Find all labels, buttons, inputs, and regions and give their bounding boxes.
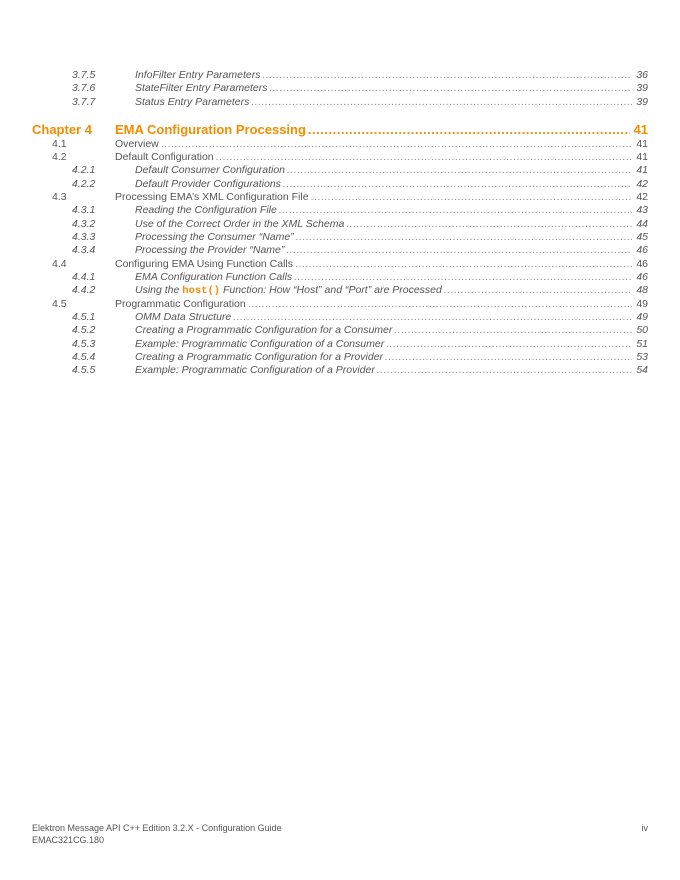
toc-entry-page: 41 (636, 164, 648, 176)
toc-entry-number: 4.3.1 (72, 204, 96, 216)
toc-entry-page: 46 (636, 258, 648, 270)
toc-entry-4-3-1[interactable] (0, 203, 680, 217)
toc-entry-number: 4.5.3 (72, 338, 96, 350)
toc-entry-4-5-4[interactable] (0, 350, 680, 364)
dot-leader (385, 350, 632, 364)
dot-leader (346, 217, 632, 231)
toc-entry-page: 49 (636, 298, 648, 310)
toc-entry-title: Creating a Programmatic Configuration for a Consumer (135, 324, 393, 336)
toc-entry-title: Overview (115, 138, 159, 150)
footer-page-number: iv (641, 823, 648, 833)
dot-leader (377, 363, 632, 377)
toc-entry-number: 4.5 (52, 298, 67, 310)
dot-leader (269, 81, 632, 95)
toc-entry-number: 4.3 (52, 191, 67, 203)
dot-leader (262, 68, 632, 82)
toc-entry-number: 4.5.4 (72, 351, 96, 363)
toc-entry-title: Default Consumer Configuration (135, 164, 285, 176)
toc-entry-number: 4.2.2 (72, 178, 96, 190)
title-prefix: Using the (135, 284, 183, 296)
toc-entry-page: 49 (636, 311, 648, 323)
chapter-title: EMA Configuration Processing (115, 122, 306, 137)
toc-entry-title: OMM Data Structure (135, 311, 232, 323)
toc-entry-title: Creating a Programmatic Configuration for a Provider (135, 351, 384, 363)
dot-leader (279, 203, 632, 217)
toc-entry-page: 43 (636, 204, 648, 216)
toc-entry-page: 51 (636, 338, 648, 350)
toc-entry-title: StateFilter Entry Parameters (135, 82, 268, 94)
toc-entry-4-5-2[interactable] (0, 323, 680, 337)
toc-entry-title: EMA Configuration Function Calls (135, 271, 293, 283)
toc-entry-title (135, 283, 442, 298)
page-footer (32, 822, 648, 846)
toc-entry-4-2-2[interactable] (0, 177, 680, 191)
dot-leader (294, 270, 632, 284)
toc-entry-page: 46 (636, 244, 648, 256)
toc-entry-number: 4.5.2 (72, 324, 96, 336)
toc-entry-page: 39 (636, 82, 648, 94)
toc-entry-4-3-3[interactable] (0, 230, 680, 244)
dot-leader (295, 257, 632, 271)
dot-leader (296, 230, 633, 244)
toc-entry-4-5-1[interactable] (0, 310, 680, 324)
toc-entry-number: 4.3.3 (72, 231, 96, 243)
toc-entry-title: Processing the Provider “Name” (135, 244, 285, 256)
toc-entry-title: Default Configuration (115, 151, 214, 163)
toc-entry-title: Example: Programmatic Configuration of a Consumer (135, 338, 385, 350)
toc-entry-page: 48 (636, 284, 648, 296)
toc-entry-number: 4.1 (52, 138, 67, 150)
toc-entry-title: Example: Programmatic Configuration of a Provider (135, 364, 375, 376)
toc-entry-3-7-6[interactable] (0, 81, 680, 95)
toc-entry-number: 4.2.1 (72, 164, 96, 176)
toc-entry-number: 4.4 (52, 258, 67, 270)
toc-entry-4-4-1[interactable] (0, 270, 680, 284)
toc-entry-title: Use of the Correct Order in the XML Schema (135, 218, 345, 230)
toc-entry-4-1[interactable] (0, 137, 680, 151)
toc-entry-number: 4.4.1 (72, 271, 96, 283)
toc-entry-number: 3.7.7 (72, 96, 96, 108)
dot-leader (287, 163, 632, 177)
dot-leader (386, 337, 632, 351)
toc-entry-page: 45 (636, 231, 648, 243)
toc-entry-page: 41 (636, 138, 648, 150)
dot-leader (394, 323, 632, 337)
toc-entry-title: Processing EMA’s XML Configuration File (115, 191, 309, 203)
toc-entry-title: Programmatic Configuration (115, 298, 246, 310)
dot-leader (233, 310, 632, 324)
chapter-label: Chapter 4 (32, 122, 92, 137)
toc-entry-page: 50 (636, 324, 648, 336)
toc-entry-3-7-7[interactable] (0, 95, 680, 109)
toc-entry-page: 42 (636, 191, 648, 203)
toc-entry-4-4-2[interactable] (0, 283, 680, 297)
toc-entry-page: 46 (636, 271, 648, 283)
dot-leader (248, 297, 633, 311)
toc-entry-4-3[interactable] (0, 190, 680, 204)
dot-leader (161, 137, 633, 151)
toc-entry-title: Status Entry Parameters (135, 96, 250, 108)
toc-entry-4-2[interactable] (0, 150, 680, 164)
toc-entry-number: 4.5.5 (72, 364, 96, 376)
toc-entry-page: 39 (636, 96, 648, 108)
toc-entry-number: 4.3.4 (72, 244, 96, 256)
toc-entry-page: 42 (636, 178, 648, 190)
toc-entry-number: 4.5.1 (72, 311, 96, 323)
toc-entry-number: 4.4.2 (72, 284, 96, 296)
toc-entry-page: 54 (636, 364, 648, 376)
toc-entry-title: Processing the Consumer “Name” (135, 231, 294, 243)
toc-entry-4-3-2[interactable] (0, 217, 680, 231)
toc-entry-page: 44 (636, 218, 648, 230)
toc-entry-4-5-3[interactable] (0, 337, 680, 351)
toc-entry-4-4[interactable] (0, 257, 680, 271)
dot-leader (444, 283, 632, 297)
dot-leader (283, 177, 632, 191)
toc-entry-number: 3.7.5 (72, 69, 96, 81)
toc-entry-page: 41 (636, 151, 648, 163)
chapter-page: 41 (633, 122, 648, 137)
dot-leader (286, 243, 632, 257)
toc-entry-title: InfoFilter Entry Parameters (135, 69, 261, 81)
footer-doc-title: Elektron Message API C++ Edition 3.2.X - Configuration Guide (32, 823, 282, 833)
title-suffix: Function: How “Host” and “Port” are Processed (220, 284, 442, 296)
toc-entry-3-7-5[interactable] (0, 68, 680, 82)
host-function-code: host() (182, 285, 221, 297)
dot-leader (251, 95, 632, 109)
toc-entry-4-2-1[interactable] (0, 163, 680, 177)
toc-entry-4-5-5[interactable] (0, 363, 680, 377)
toc-entry-title: Configuring EMA Using Function Calls (115, 258, 293, 270)
toc-entry-title: Reading the Configuration File (135, 204, 277, 216)
footer-doc-id: EMAC321CG.180 (32, 835, 105, 845)
toc-entry-number: 4.2 (52, 151, 67, 163)
dot-leader (311, 190, 633, 204)
toc-entry-number: 4.3.2 (72, 218, 96, 230)
dot-leader (216, 150, 633, 164)
toc-entry-page: 36 (636, 69, 648, 81)
toc-entry-title: Default Provider Configurations (135, 178, 281, 190)
toc-entry-number: 3.7.6 (72, 82, 96, 94)
toc-entry-4-3-4[interactable] (0, 243, 680, 257)
toc-entry-page: 53 (636, 351, 648, 363)
toc-entry-4-5[interactable] (0, 297, 680, 311)
